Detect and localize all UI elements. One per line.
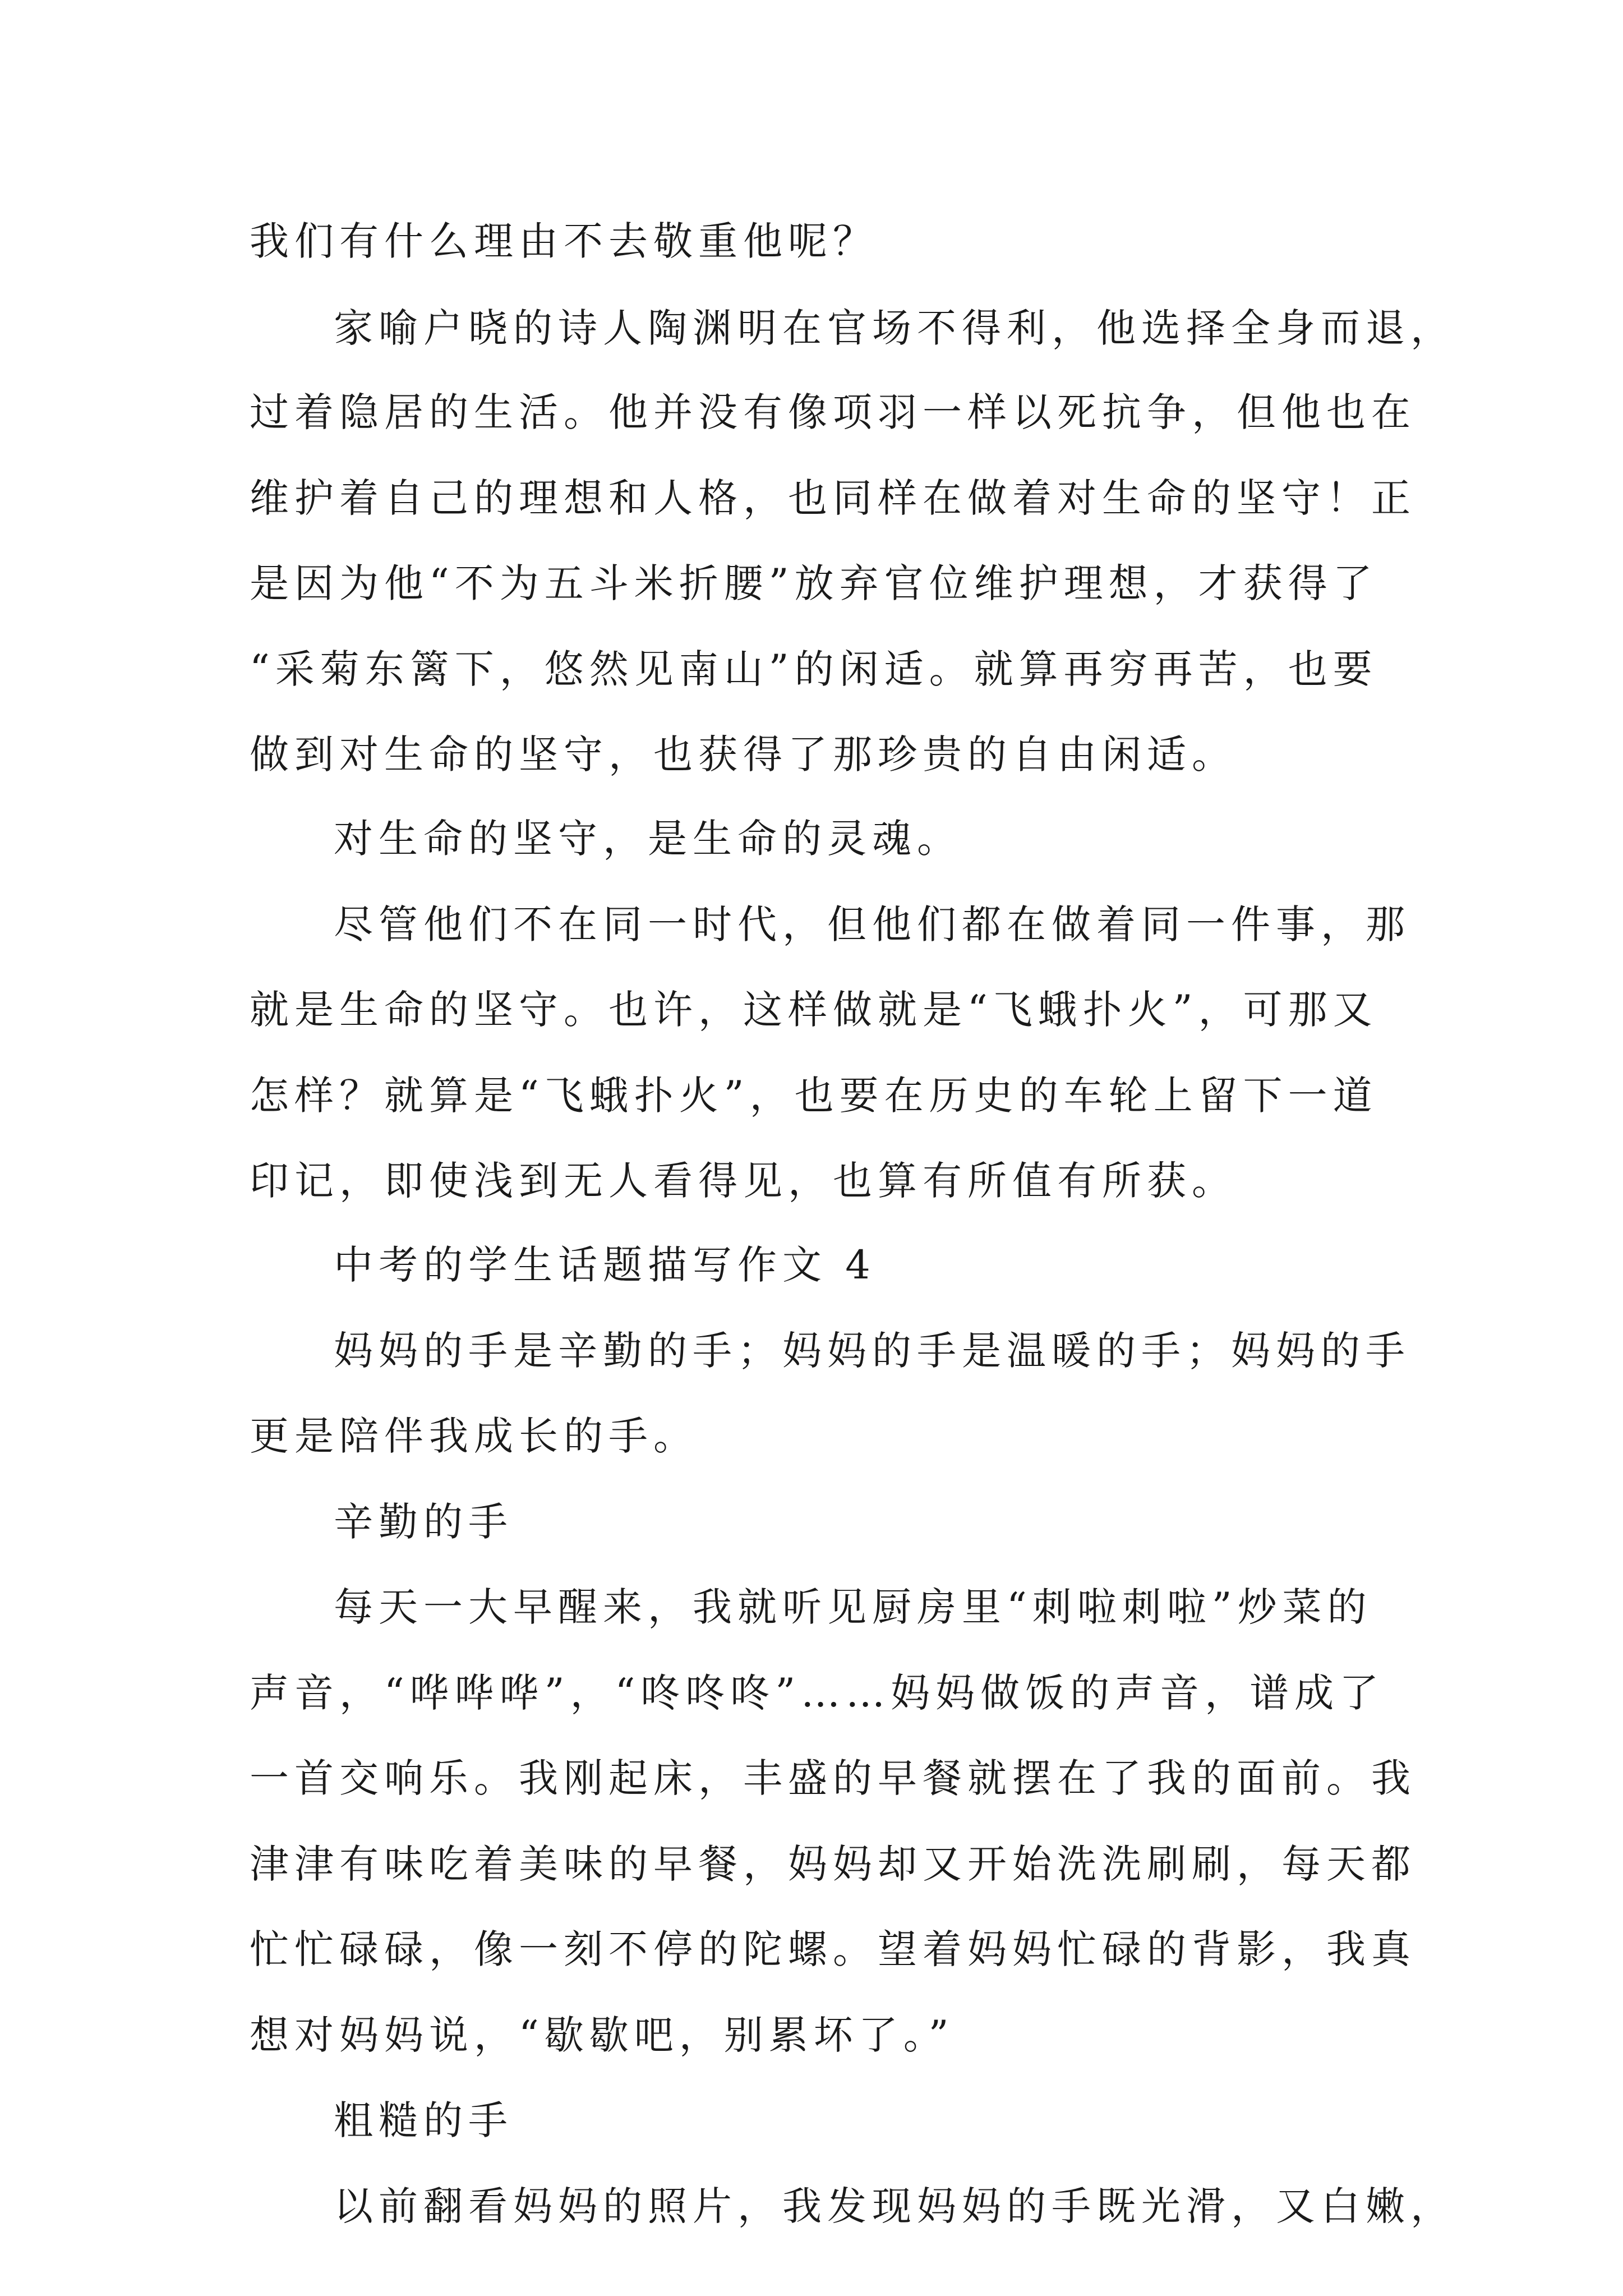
text-line: 声音，“哗哗哗”，“咚咚咚”……妈妈做饭的声音，谱成了 <box>250 1670 1385 1716</box>
text-line: 维护着自己的理想和人格，也同样在做着对生命的坚守！正 <box>250 475 1416 521</box>
text-line: 每天一大早醒来，我就听见厨房里“刺啦刺啦”炒菜的 <box>334 1584 1372 1630</box>
text-line: 津津有味吃着美味的早餐，妈妈却又开始洗洗刷刷，每天都 <box>250 1841 1416 1887</box>
text-line: 做到对生命的坚守，也获得了那珍贵的自由闲适。 <box>250 731 1237 777</box>
text-line: 辛勤的手 <box>334 1499 513 1545</box>
text-line: 想对妈妈说，“歇歇吧，别累坏了。” <box>250 2012 955 2058</box>
text-line: 一首交响乐。我刚起床，丰盛的早餐就摆在了我的面前。我 <box>250 1755 1416 1801</box>
text-line: 尽管他们不在同一时代，但他们都在做着同一件事，那 <box>334 901 1410 947</box>
text-line: 忙忙碌碌，像一刻不停的陀螺。望着妈妈忙碌的背影，我真 <box>250 1926 1416 1972</box>
text-line: 更是陪伴我成长的手。 <box>250 1413 698 1459</box>
text-line: 以前翻看妈妈的照片，我发现妈妈的手既光滑，又白嫩， <box>334 2183 1455 2229</box>
text-line: 怎样？就算是“飞蛾扑火”，也要在历史的车轮上留下一道 <box>250 1073 1378 1119</box>
text-line: 家喻户晓的诗人陶渊明在官场不得利，他选择全身而退， <box>334 305 1455 351</box>
text-line: 印记，即使浅到无人看得见，也算有所值有所获。 <box>250 1158 1237 1204</box>
text-line: 就是生命的坚守。也许，这样做就是“飞蛾扑火”，可那又 <box>250 987 1378 1033</box>
text-line: 过着隐居的生活。他并没有像项羽一样以死抗争，但他也在 <box>250 389 1416 435</box>
text-line: 粗糙的手 <box>334 2097 513 2143</box>
text-line: 中考的学生话题描写作文 4 <box>334 1242 876 1288</box>
text-line: 是因为他“不为五斗米折腰”放弃官位维护理想，才获得了 <box>250 560 1378 606</box>
text-line: 我们有什么理由不去敬重他呢？ <box>250 218 878 264</box>
text-line: 妈妈的手是辛勤的手；妈妈的手是温暖的手；妈妈的手 <box>334 1328 1410 1374</box>
text-line: 对生命的坚守，是生命的灵魂。 <box>334 816 962 862</box>
text-line: “采菊东篱下，悠然见南山”的闲适。就算再穷再苦，也要 <box>250 646 1378 692</box>
